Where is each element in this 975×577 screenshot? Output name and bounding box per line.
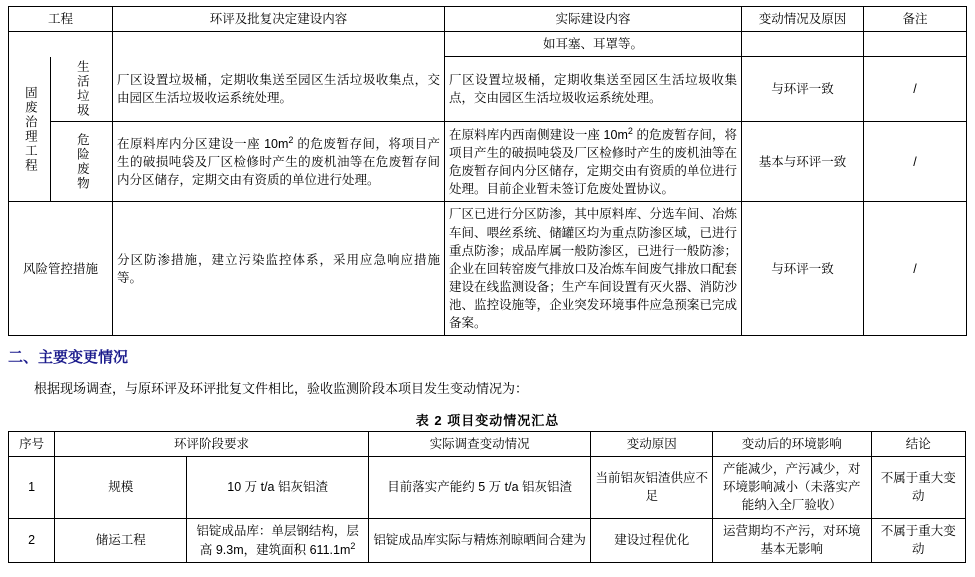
cell-actual-domestic-waste: 厂区设置垃圾桶，定期收集送至园区生活垃圾收集点，交由园区生活垃圾收运系统处理。 bbox=[445, 57, 742, 122]
cell-sub-domestic-waste: 生活垃圾 bbox=[51, 57, 113, 122]
cell-empty-b bbox=[51, 32, 113, 57]
table2-row bbox=[9, 518, 966, 562]
header-project: 工程 bbox=[9, 7, 113, 32]
cell-remark-hazardous-waste: / bbox=[864, 121, 967, 202]
cell-requirement-2: 铝锭成品库：单层钢结构，层高 9.3m，建筑面积 $611.1m^2$ bbox=[187, 518, 369, 562]
header-actual-change: 实际调查变动情况 bbox=[368, 432, 590, 457]
cell-sub-hazardous-waste: 危险废物 bbox=[51, 121, 113, 202]
header-ea-content: 环评及批复决定建设内容 bbox=[113, 7, 445, 32]
table2-caption: 表 2 项目变动情况汇总 bbox=[415, 413, 560, 429]
cell-stage-1: 规模 bbox=[55, 457, 187, 518]
cell-continued-text: 如耳塞、耳罩等。 bbox=[445, 32, 742, 57]
cell-conclusion-1: 不属于重大变动 bbox=[871, 457, 965, 518]
cell-change-risk-control: 与环评一致 bbox=[742, 202, 864, 336]
cell-change-domestic-waste: 与环评一致 bbox=[742, 57, 864, 122]
cell-empty-d bbox=[742, 32, 864, 57]
header-conclusion: 结论 bbox=[871, 432, 965, 457]
cell-impact-1: 产能减少，产污减少，对环境影响减小（未落实产能纳入全厂验收） bbox=[713, 457, 871, 518]
table-row-continued bbox=[9, 32, 967, 57]
cell-remark-risk-control: / bbox=[864, 202, 967, 336]
cell-reason-1: 当前铝灰铝渣供应不足 bbox=[591, 457, 713, 518]
cell-impact-2: 运营期均不产污，对环境基本无影响 bbox=[713, 518, 871, 562]
table-row bbox=[9, 202, 967, 336]
header-change-reason: 变动情况及原因 bbox=[742, 7, 864, 32]
cell-empty-a bbox=[9, 32, 51, 57]
cell-no-2: 2 bbox=[9, 518, 55, 562]
table-row bbox=[9, 57, 967, 122]
cell-requirement-1: 10 万 t/a 铝灰铝渣 bbox=[187, 457, 369, 518]
cell-no-1: 1 bbox=[9, 457, 55, 518]
cell-remark-domestic-waste: / bbox=[864, 57, 967, 122]
cell-change-hazardous-waste: 基本与环评一致 bbox=[742, 121, 864, 202]
cell-risk-control-label: 风险管控措施 bbox=[9, 202, 113, 336]
header-actual-content: 实际建设内容 bbox=[445, 7, 742, 32]
construction-content-table bbox=[8, 6, 967, 336]
header-ea-stage-requirement: 环评阶段要求 bbox=[55, 432, 369, 457]
cell-ea-risk-control: 分区防渗措施，建立污染监控体系，采用应急响应措施等。 bbox=[113, 202, 445, 336]
cell-actual-1: 目前落实产能约 5 万 t/a 铝灰铝渣 bbox=[368, 457, 590, 518]
document-page bbox=[0, 6, 975, 577]
header-remark: 备注 bbox=[864, 7, 967, 32]
cell-ea-domestic-waste: 厂区设置垃圾桶，定期收集送至园区生活垃圾收集点，交由园区生活垃圾收运系统处理。 bbox=[113, 57, 445, 122]
change-summary-table bbox=[8, 431, 966, 563]
cell-actual-2: 铝锭成品库实际与精炼剂晾晒间合建为 bbox=[368, 518, 590, 562]
table-header-row bbox=[9, 7, 967, 32]
cell-ea-hazardous-waste: 在原料库内分区建设一座 $10m^2$ 的危废暂存间，将项目产生的破损吨袋及厂区检修时产生的废机油等在危废暂存间内分区储存，定期交由有资质的单位进行处理。 bbox=[113, 121, 445, 202]
table2-row bbox=[9, 457, 966, 518]
cell-actual-risk-control: 厂区已进行分区防渗，其中原料库、分选车间、冶炼车间、喂丝系统、储罐区均为重点防渗区域，已进行重点防渗；成品库属一般防渗区，已进行一般防渗；企业在回转窑废气排放口及冶炼车间废气排放口配套建设在线监测设备；生产车间设置有灭火器、消防沙池、监控设施等，企业突发环境事件应急预案已完成备案。 bbox=[445, 202, 742, 336]
table-row bbox=[9, 121, 967, 202]
cell-conclusion-2: 不属于重大变动 bbox=[871, 518, 965, 562]
section-paragraph: 根据现场调查，与原环评及环评批复文件相比，验收监测阶段本项目发生变动情况为： bbox=[34, 381, 529, 397]
section-heading: 二、主要变更情况 bbox=[8, 349, 129, 367]
cell-empty-e bbox=[864, 32, 967, 57]
cell-stage-2: 储运工程 bbox=[55, 518, 187, 562]
header-change-reason-2: 变动原因 bbox=[591, 432, 713, 457]
header-no: 序号 bbox=[9, 432, 55, 457]
cell-actual-hazardous-waste: 在原料库内西南侧建设一座 $10m^2$ 的危废暂存间，将项目产生的破损吨袋及厂区检修时产生的废机油等在危废暂存间内分区储存，定期交由有资质的单位进行处理。目前企业暂未签订危废处置协议。 bbox=[445, 121, 742, 202]
cell-category-solid-waste: 固废治理工程 bbox=[9, 57, 51, 202]
header-env-impact: 变动后的环境影响 bbox=[713, 432, 871, 457]
table2-header-row bbox=[9, 432, 966, 457]
cell-reason-2: 建设过程优化 bbox=[591, 518, 713, 562]
cell-empty-c bbox=[113, 32, 445, 57]
